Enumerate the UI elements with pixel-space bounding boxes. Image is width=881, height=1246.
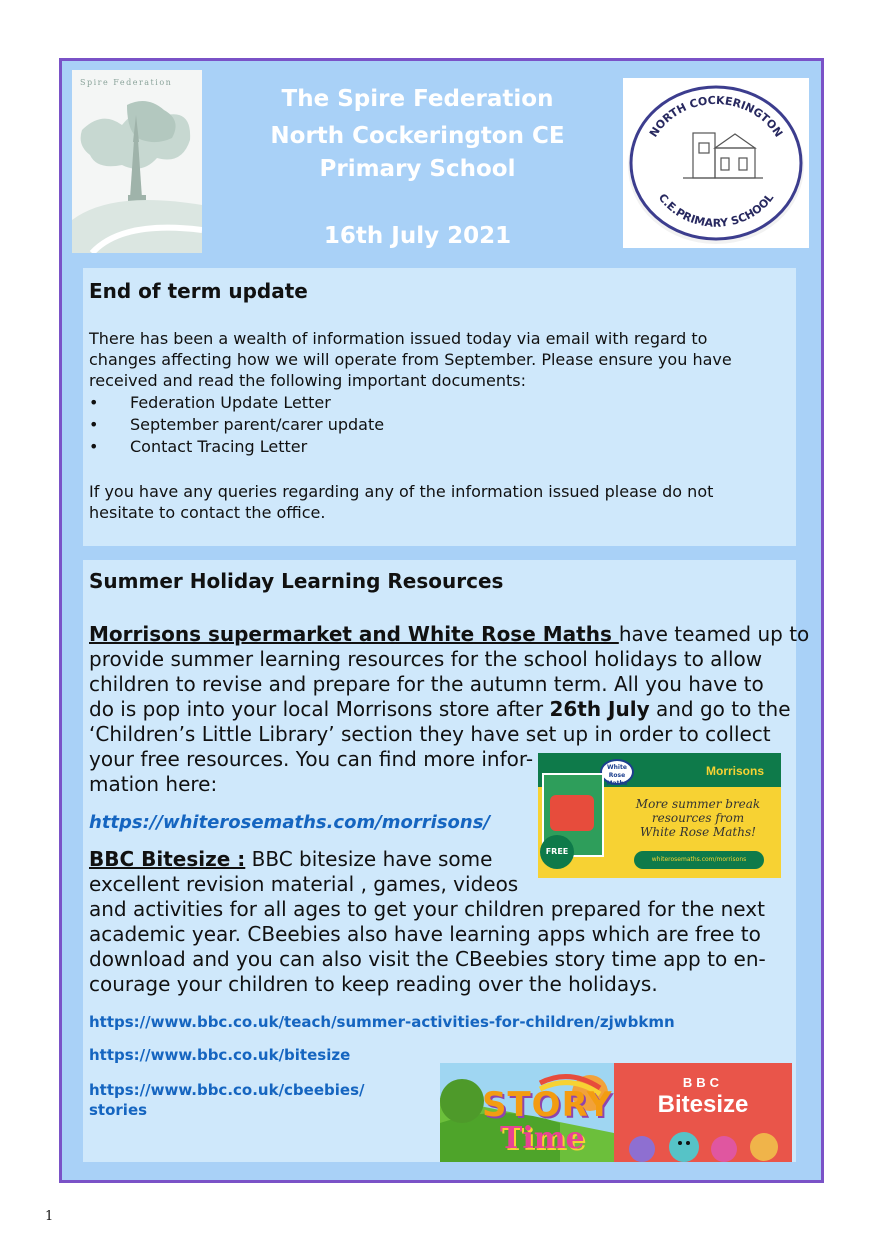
header-line-1: The Spire Federation [281, 86, 554, 112]
morrisons-link[interactable]: https://whiterosemaths.com/morrisons/ [89, 812, 491, 833]
text-span: BBC bitesize have some [245, 847, 493, 871]
bbc-line-1 [89, 847, 492, 872]
bbc-teach-link[interactable]: https://www.bbc.co.uk/teach/summer-activities-for-children/zjwbkmn [89, 1013, 675, 1031]
bbc-heading: BBC Bitesize : [89, 847, 246, 871]
summer-line-7: mation here: [89, 772, 218, 796]
paragraph-line: hesitate to contact the office. [89, 503, 326, 522]
slogan-line: More summer break [635, 797, 761, 811]
cbeebies-story-time-image [440, 1063, 614, 1162]
link-line: https://www.bbc.co.uk/cbeebies/ [89, 1081, 365, 1099]
bullet-dot: • [89, 415, 99, 434]
bullet-text: September parent/carer update [130, 415, 385, 434]
workbook-illustration [550, 795, 594, 831]
paragraph-line: received and read the following important documents: [89, 371, 526, 390]
bullet-text: Contact Tracing Letter [130, 437, 308, 456]
story-title: STORY [482, 1085, 613, 1125]
bbc-line-2: excellent revision material , games, videos [89, 872, 519, 896]
morrisons-brand: Morrisons [706, 764, 765, 778]
bullet-dot: • [89, 393, 99, 412]
school-logo [623, 78, 809, 248]
bullet-dot: • [89, 437, 99, 456]
logo-bottom-text: C.E.PRIMARY SCHOOL [655, 191, 777, 230]
end-of-term-paragraph-1 [89, 328, 732, 391]
time-title: Time [500, 1121, 585, 1156]
bbc-wordmark: BBC [682, 1075, 724, 1090]
header-date: 16th July 2021 [323, 223, 512, 249]
white-rose-badge: White Rose Maths [600, 759, 634, 785]
spire-federation-logo [72, 70, 202, 253]
morrisons-heading: Morrisons supermarket and White Rose Maths [89, 622, 619, 646]
spire-illustration [72, 70, 202, 253]
summer-line-6: your free resources. You can find more infor- [89, 747, 534, 771]
ad-url-pill: whiterosemaths.com/morrisons [634, 851, 764, 869]
bitesize-link[interactable]: https://www.bbc.co.uk/bitesize [89, 1046, 351, 1064]
bullet-text: Federation Update Letter [130, 393, 331, 412]
link-line: stories [89, 1101, 148, 1119]
date-highlight: 26th July [549, 697, 650, 721]
summer-line-3: children to revise and prepare for the autumn term. All you have to [89, 672, 764, 696]
bbc-line-3: and activities for all ages to get your children prepared for the next [89, 897, 765, 921]
ad-slogan [618, 797, 778, 839]
school-badge-graphic [623, 78, 809, 248]
summer-line-1 [89, 622, 809, 647]
header-line-2: North Cockerington CE [270, 123, 565, 149]
text-span: do is pop into your local Morrisons store after [89, 697, 550, 721]
free-badge: FREE [540, 835, 574, 869]
bbc-line-5: download and you can also visit the CBeebies story time app to en- [89, 947, 766, 971]
page-number: 1 [45, 1209, 54, 1224]
bitesize-wordmark: Bitesize [657, 1091, 749, 1118]
paragraph-line: There has been a wealth of information issued today via email with regard to [89, 329, 708, 348]
paragraph-line: changes affecting how we will operate from September. Please ensure you have [89, 350, 732, 369]
text-span: and go to the [649, 697, 791, 721]
bbc-line-4: academic year. CBeebies also have learning apps which are free to [89, 922, 761, 946]
bitesize-characters [614, 1063, 792, 1162]
morrisons-ad-image [538, 753, 781, 878]
summer-line-4 [89, 697, 791, 722]
summer-line-2: provide summer learning resources for the school holidays to allow [89, 647, 763, 671]
text-span: have teamed up to [618, 622, 810, 646]
header-line-3: Primary School [319, 156, 516, 182]
paragraph-line: If you have any queries regarding any of the information issued please do not [89, 482, 714, 501]
end-of-term-paragraph-2 [89, 481, 713, 523]
bbc-bitesize-image [614, 1063, 792, 1162]
slogan-line: resources from [651, 811, 745, 825]
summer-title: Summer Holiday Learning Resources [89, 569, 504, 593]
slogan-line: White Rose Maths! [640, 825, 756, 839]
end-of-term-title: End of term update [89, 279, 308, 303]
cbeebies-stories-link[interactable] [89, 1080, 364, 1120]
logo-top-text: NORTH COCKERINGTON [646, 93, 786, 140]
logo-text: Spire Federation [80, 78, 173, 87]
bbc-line-6: courage your children to keep reading over the holidays. [89, 972, 658, 996]
summer-line-5: ‘Children’s Little Library’ section they have set up in order to collect [89, 722, 771, 746]
